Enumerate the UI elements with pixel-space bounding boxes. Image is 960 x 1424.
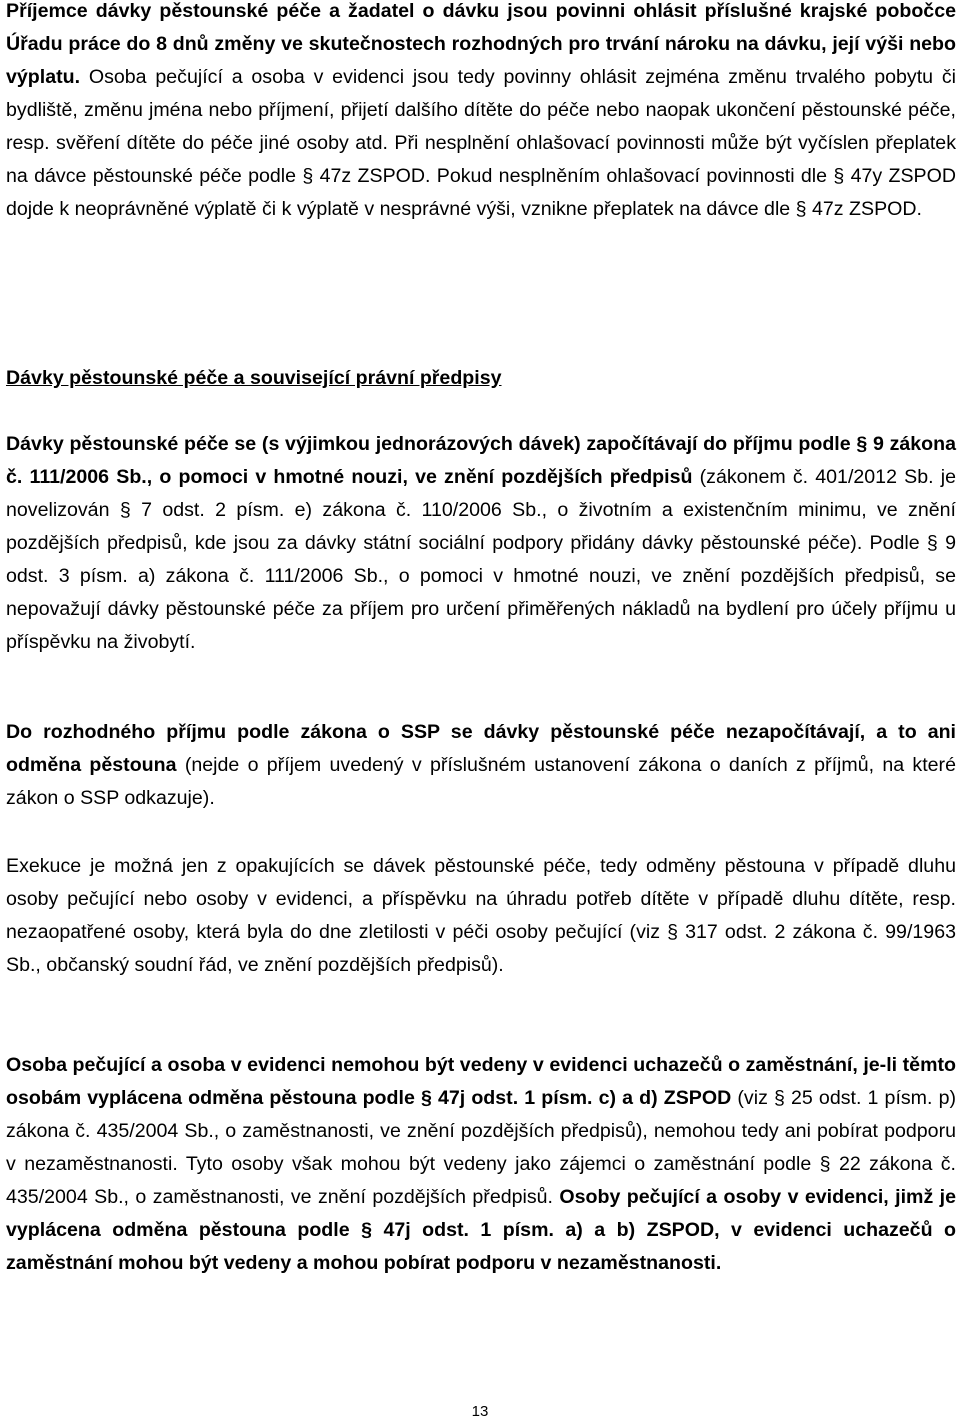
paragraph-employment-register (6, 1049, 956, 1280)
paragraph-bold-lead: Do rozhodného příjmu podle zákona o SSP se dávky pěstounské péče nezapočítávají, a to ani odměna pěstouna (6, 721, 956, 776)
paragraph-text: Osoba pečující a osoba v evidenci jsou tedy povinny ohlásit zejména změnu trvalého pobytu či bydliště, změnu jména nebo příjmení, přijetí dalšího dítěte do péče nebo naopak ukončení pěstounské péče, resp. svěření dítěte do péče jiné osoby atd. Při nesplnění ohlašovací povinnosti může být vyčíslen přeplatek na dávce pěstounské péče podle § 47z ZSPOD. Pokud nesplněním ohlašovací povinnosti dle § 47y ZSPOD dojde k neoprávněné výplatě či k výplatě v nesprávné výši, vznikne přeplatek na dávce dle § 47z ZSPOD. (6, 66, 956, 220)
paragraph-execution (6, 850, 956, 982)
paragraph-income-counting (6, 428, 956, 659)
paragraph-reporting-duty (6, 0, 956, 226)
paragraph-bold-lead: Příjemce dávky pěstounské péče a žadatel o dávku jsou povinni ohlásit příslušné krajské pobočce Úřadu práce do 8 dnů změny ve skutečnostech rozhodných pro trvání nároku na dávku, její výši nebo výplatu. (6, 0, 956, 88)
paragraph-bold-tail: Osoby pečující a osoby v evidenci, jimž je vyplácena odměna pěstouna podle § 47j odst. 1 písm. a) a b) ZSPOD, v evidenci uchazečů o zaměstnání mohou být vedeny a mohou pobírat podporu v nezaměstnanosti. (6, 1186, 956, 1274)
paragraph-bold-lead: Osoba pečující a osoba v evidenci nemohou být vedeny v evidenci uchazečů o zaměstnání, je-li těmto osobám vyplácena odměna pěstouna podle § 47j odst. 1 písm. c) a d) ZSPOD (6, 1054, 956, 1109)
paragraph-text: (zákonem č. 401/2012 Sb. je novelizován § 7 odst. 2 písm. e) zákona č. 110/2006 Sb., o životním a existenčním minimu, ve znění pozdějších předpisů, kde jsou za dávky státní sociální podpory přidány dávky pěstounské péče). Podle § 9 odst. 3 písm. a) zákona č. 111/2006 Sb., o pomoci v hmotné nouzi, ve znění pozdějších předpisů, se nepovažují dávky pěstounské péče za příjem pro určení přiměřených nákladů na bydlení pro účely příjmu u příspěvku na živobytí. (6, 466, 956, 653)
paragraph-bold-lead: Dávky pěstounské péče se (s výjimkou jednorázových dávek) započítávají do příjmu podle § 9 zákona č. 111/2006 Sb., o pomoci v hmotné nouzi, ve znění pozdějších předpisů (6, 433, 956, 488)
paragraph-ssp-income (6, 716, 956, 815)
paragraph-text: (viz § 25 odst. 1 písm. p) zákona č. 435/2004 Sb., o zaměstnanosti, ve znění pozdějších předpisů), nemohou tedy ani pobírat podporu v nezaměstnanosti. Tyto osoby však mohou být vedeny jako zájemci o zaměstnání podle § 22 zákona č. 435/2004 Sb., o zaměstnanosti, ve znění pozdějších předpisů. (6, 1087, 956, 1208)
paragraph-text: (nejde o příjem uvedený v příslušném ustanovení zákona o daních z příjmů, na které zákon o SSP odkazuje). (6, 754, 956, 809)
paragraph-text: Exekuce je možná jen z opakujících se dávek pěstounské péče, tedy odměny pěstouna v případě dluhu osoby pečující nebo osoby v evidenci, a příspěvku na úhradu potřeb dítěte v případě dluhu dítěte, resp. nezaopatřené osoby, která byla do dne zletilosti v péči osoby pečující (viz § 317 odst. 2 zákona č. 99/1963 Sb., občanský soudní řád, ve znění pozdějších předpisů). (6, 855, 956, 976)
page-number: 13 (471, 1403, 489, 1420)
section-heading: Dávky pěstounské péče a související právní předpisy (6, 367, 502, 389)
